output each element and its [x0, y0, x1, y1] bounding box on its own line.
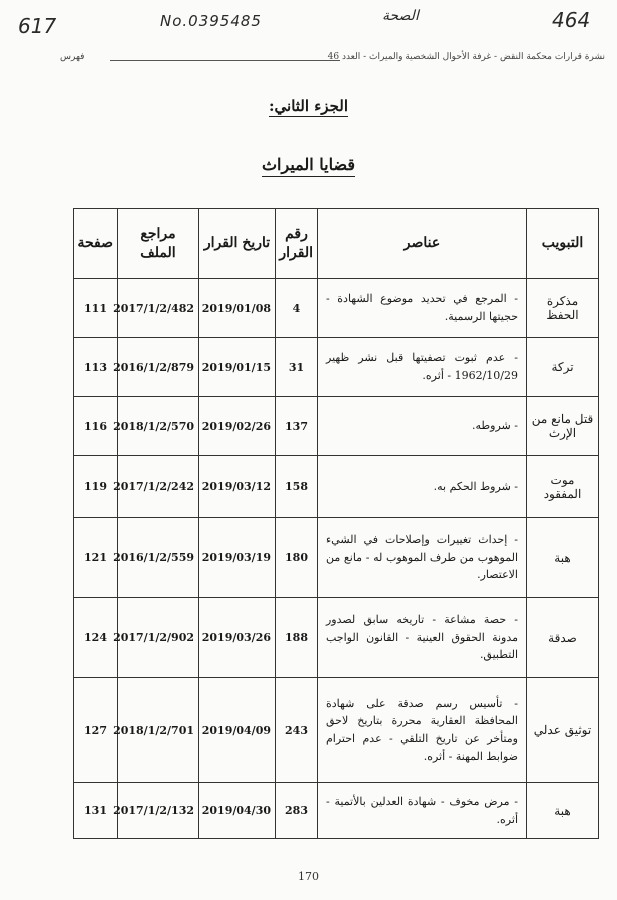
cell-page: 111: [74, 279, 118, 338]
cell-decision-date: 2019/04/30: [199, 783, 276, 839]
cell-file-reference: 2017/1/2/482: [118, 279, 199, 338]
section-title-text: قضايا الميراث: [262, 155, 355, 177]
cell-category: هبة: [527, 783, 599, 839]
table-row: [74, 279, 599, 338]
cell-decision-date: 2019/03/26: [199, 598, 276, 678]
part-title: [0, 97, 617, 115]
running-header-section: فهرس: [60, 52, 85, 62]
cell-category: قتل مانع من الإرث: [527, 397, 599, 456]
header-elements: عناصر: [318, 209, 527, 279]
cell-category: تركة: [527, 338, 599, 397]
cell-elements: - حصة مشاعة - تاريخه سابق لصدور مدونة الحقوق العينية - القانون الواجب التطبيق.: [318, 598, 527, 678]
cell-category: موت المفقود: [527, 456, 599, 518]
cell-file-reference: 2017/1/2/902: [118, 598, 199, 678]
cell-elements: - مرض مخوف - شهادة العدلين بالأتمية - أثره.: [318, 783, 527, 839]
cell-decision-date: 2019/03/12: [199, 456, 276, 518]
cell-decision-number: 243: [276, 678, 318, 783]
cell-decision-date: 2019/01/08: [199, 279, 276, 338]
cell-elements: - المرجع في تحديد موضوع الشهادة - حجيتها الرسمية.: [318, 279, 527, 338]
cell-category: صدقة: [527, 598, 599, 678]
header-decision-number: رقم القرار: [276, 209, 318, 279]
cell-decision-date: 2019/04/09: [199, 678, 276, 783]
part-title-text: الجزء الثاني:: [268, 97, 349, 115]
section-title: [0, 155, 617, 174]
cell-decision-date: 2019/01/15: [199, 338, 276, 397]
cell-page: 116: [74, 397, 118, 456]
cell-file-reference: 2018/1/2/570: [118, 397, 199, 456]
cell-page: 113: [74, 338, 118, 397]
cell-elements: - إحداث تغييرات وإصلاحات في الشيء الموهوب من طرف الموهوب له - مانع من الاعتصار.: [318, 518, 527, 598]
cell-file-reference: 2016/1/2/879: [118, 338, 199, 397]
cell-page: 127: [74, 678, 118, 783]
table-header-row: [74, 209, 599, 279]
cell-page: 119: [74, 456, 118, 518]
cell-decision-number: 283: [276, 783, 318, 839]
handwritten-number-right: 464: [552, 8, 591, 32]
cell-page: 121: [74, 518, 118, 598]
cell-elements: - تأسيس رسم صدقة على شهادة المحافظة العقارية محررة بتاريخ لاحق ومتأخر عن تاريخ التلقي - عدم احترام ضوابط المهنة - أثره.: [318, 678, 527, 783]
cell-elements: - عدم ثبوت تصفيتها قبل نشر ظهير 1962/10/29 - أثره.: [318, 338, 527, 397]
handwritten-note: الصحة: [382, 8, 419, 24]
cell-file-reference: 2017/1/2/242: [118, 456, 199, 518]
cell-decision-number: 137: [276, 397, 318, 456]
header-file-reference: مراجع الملف: [118, 209, 199, 279]
cell-category: مذكرة الحفظ: [527, 279, 599, 338]
running-header: [60, 52, 605, 70]
cell-category: توثيق عدلي: [527, 678, 599, 783]
table-row: [74, 397, 599, 456]
table-row: [74, 598, 599, 678]
header-page: صفحة: [74, 209, 118, 279]
cell-decision-number: 158: [276, 456, 318, 518]
header-decision-date: تاريخ القرار: [199, 209, 276, 279]
running-header-title: نشرة قرارات محكمة النقض - غرفة الأحوال الشخصية والميراث - العدد 46: [327, 52, 605, 62]
cell-file-reference: 2016/1/2/559: [118, 518, 199, 598]
cell-decision-date: 2019/03/19: [199, 518, 276, 598]
table-row: [74, 456, 599, 518]
cell-page: 124: [74, 598, 118, 678]
cell-file-reference: 2017/1/2/132: [118, 783, 199, 839]
handwritten-reference-number: No.0395485: [160, 12, 262, 30]
cell-decision-number: 180: [276, 518, 318, 598]
cell-category: هبة: [527, 518, 599, 598]
page-number: 170: [298, 870, 319, 883]
header-category: التبويب: [527, 209, 599, 279]
table-row: [74, 518, 599, 598]
cell-decision-number: 188: [276, 598, 318, 678]
cell-decision-number: 31: [276, 338, 318, 397]
handwritten-number-left: 617: [18, 14, 57, 38]
cell-elements: - شروط الحكم به.: [318, 456, 527, 518]
table-row: [74, 678, 599, 783]
cell-decision-date: 2019/02/26: [199, 397, 276, 456]
running-header-rule: [110, 60, 340, 61]
cell-elements: - شروطه.: [318, 397, 527, 456]
cell-decision-number: 4: [276, 279, 318, 338]
cases-index-table: [73, 208, 599, 839]
table-row: [74, 338, 599, 397]
table-row: [74, 783, 599, 839]
cell-file-reference: 2018/1/2/701: [118, 678, 199, 783]
cell-page: 131: [74, 783, 118, 839]
